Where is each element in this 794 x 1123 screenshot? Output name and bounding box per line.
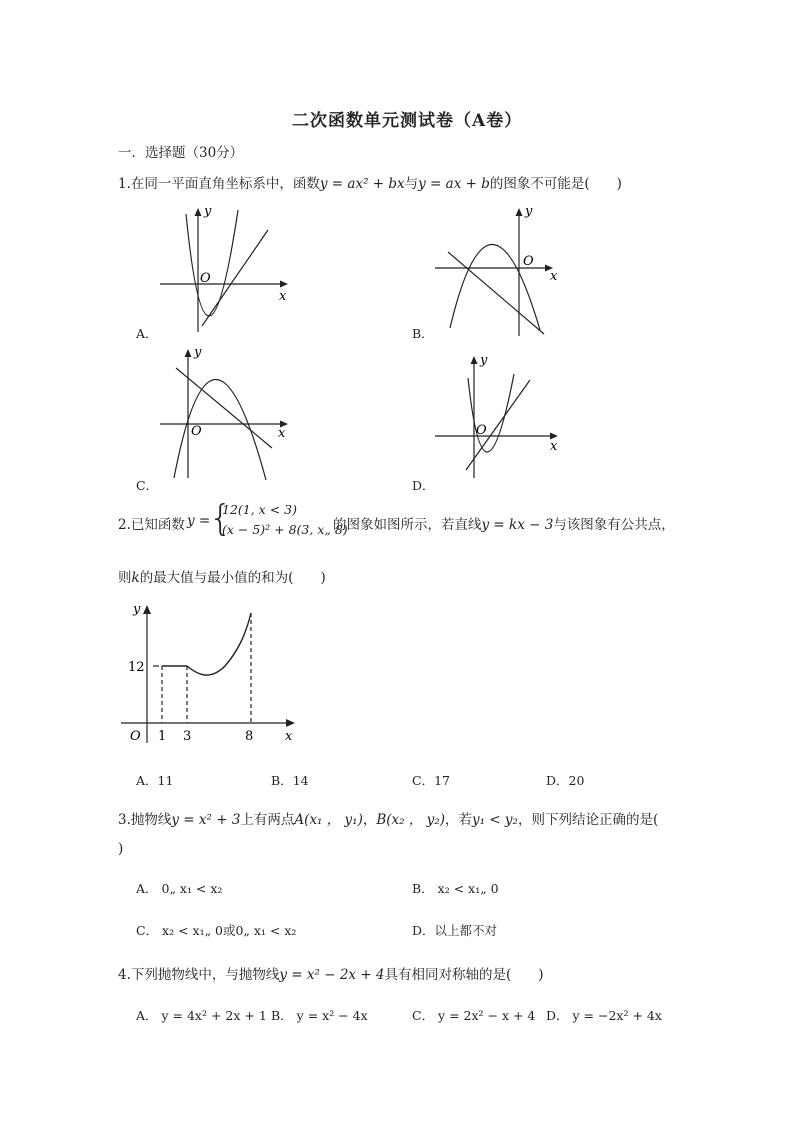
- q1-option-b[interactable]: B．: [412, 326, 434, 341]
- y-axis-arrow: [195, 208, 202, 216]
- q2-line-eq: y = kx − 3: [481, 517, 554, 533]
- y-axis-arrow: [143, 605, 151, 614]
- question-4-text: [118, 963, 544, 983]
- q3-point-b: B(x₂ ， y₂): [376, 812, 445, 828]
- x-axis-arrow: [280, 281, 288, 288]
- origin-label: O: [200, 271, 211, 286]
- q3-prefix: 3.抛物线: [118, 812, 172, 828]
- page-title: 二次函数单元测试卷（A卷）: [292, 111, 523, 131]
- q3-eq: y = x² + 3: [171, 812, 241, 828]
- origin-label: O: [130, 729, 141, 744]
- q3-option-a[interactable]: A． 0„ x₁ < x₂: [136, 881, 223, 896]
- x-label: x: [285, 729, 293, 744]
- parabola: [186, 210, 238, 316]
- q1-option-c[interactable]: C．: [136, 478, 159, 493]
- question-1-text: [118, 172, 622, 192]
- q1-graph-a: [150, 200, 300, 340]
- q3-sep: ，: [362, 812, 377, 828]
- q1-mid: 与: [404, 176, 419, 192]
- line: [202, 230, 268, 326]
- section-heading: 一．选择题（30分）: [118, 145, 244, 161]
- tick-12-label: 12: [128, 660, 145, 675]
- q2-graph: [115, 595, 315, 745]
- tick-1-label: 1: [158, 729, 167, 744]
- q1-graph-b: [430, 200, 580, 340]
- q2-line-2: [118, 566, 326, 586]
- tick-3-label: 3: [183, 729, 192, 744]
- q3-t3: ，则下列结论正确的是(: [517, 812, 659, 828]
- q4-option-a[interactable]: A． y = 4x² + 2x + 1: [136, 1008, 267, 1023]
- question-3-text: [118, 808, 658, 828]
- origin-label: O: [523, 254, 534, 269]
- q3-option-d[interactable]: D．以上都不对: [412, 923, 498, 938]
- q3-option-b[interactable]: B． x₂ < x₁„ 0: [412, 881, 499, 896]
- q2-middle-text: [333, 513, 675, 533]
- q2-option-c[interactable]: C．17: [412, 773, 450, 788]
- q2-case-2: (x − 5)² + 8(3, x„ 8): [222, 522, 348, 537]
- tick-8-label: 8: [245, 729, 254, 744]
- q4-option-d[interactable]: D． y = −2x² + 4x: [546, 1008, 662, 1023]
- q3-point-a: A(x₁ ， y₁): [294, 812, 363, 828]
- q2-option-a[interactable]: A．11: [136, 773, 174, 788]
- q3-option-c[interactable]: C． x₂ < x₁„ 0或0„ x₁ < x₂: [136, 923, 297, 938]
- y-axis-arrow: [471, 356, 478, 364]
- curve-segment: [187, 613, 251, 675]
- q2-brace: {: [209, 498, 232, 539]
- q2-option-d[interactable]: D．20: [546, 773, 585, 788]
- q3-t2: ，若: [444, 812, 472, 828]
- q1-prefix: 1.在同一平面直角坐标系中，函数: [118, 176, 320, 192]
- q2-option-b[interactable]: B．14: [271, 773, 309, 788]
- q1-graph-d: [430, 350, 570, 480]
- origin-label: O: [191, 424, 202, 439]
- q2-lhs: y =: [187, 513, 211, 529]
- q2-k: k: [131, 570, 140, 586]
- q3-tail: ): [118, 841, 124, 857]
- x-axis-arrow: [286, 719, 295, 727]
- q2-middle: 的图象如图所示，若直线: [333, 517, 482, 533]
- y-axis-arrow: [516, 208, 523, 216]
- x-label: x: [278, 426, 286, 441]
- x-label: x: [550, 439, 558, 454]
- origin-label: O: [476, 423, 487, 438]
- y-label: y: [194, 345, 202, 360]
- q1-option-d[interactable]: D．: [412, 478, 435, 493]
- y-label: y: [480, 353, 488, 368]
- y-label: y: [525, 204, 533, 219]
- q2-prefix: 2.已知函数: [118, 517, 185, 533]
- q2-line2-pre: 则: [118, 570, 132, 586]
- q4-prefix: 4.下列抛物线中，与抛物线: [118, 967, 280, 983]
- q4-option-c[interactable]: C． y = 2x² − x + 4: [412, 1008, 536, 1023]
- y-label: y: [133, 602, 141, 617]
- q2-line2-post: 的最大值与最小值的和为( ): [139, 570, 326, 586]
- x-label: x: [550, 269, 558, 284]
- q1-function-1: y = ax² + bx: [319, 176, 405, 192]
- x-label: x: [279, 289, 287, 304]
- y-axis-arrow: [185, 349, 192, 357]
- q4-suffix: 具有相同对称轴的是( ): [384, 967, 544, 983]
- q3-cond: y₁ < y₂: [471, 812, 518, 828]
- q1-graph-c: [150, 340, 300, 490]
- q4-option-b[interactable]: B． y = x² − 4x: [271, 1008, 368, 1023]
- q1-suffix: 的图象不可能是( ): [489, 176, 622, 192]
- q1-function-2: y = ax + b: [418, 176, 490, 192]
- q2-suffix: 与该图象有公共点，: [553, 517, 675, 533]
- q1-option-a[interactable]: A．: [136, 326, 158, 341]
- q3-t1: 上有两点: [240, 812, 295, 828]
- y-label: y: [204, 204, 212, 219]
- q4-eq: y = x² − 2x + 4: [279, 967, 385, 983]
- q2-case-1: 12(1, x < 3): [222, 502, 297, 517]
